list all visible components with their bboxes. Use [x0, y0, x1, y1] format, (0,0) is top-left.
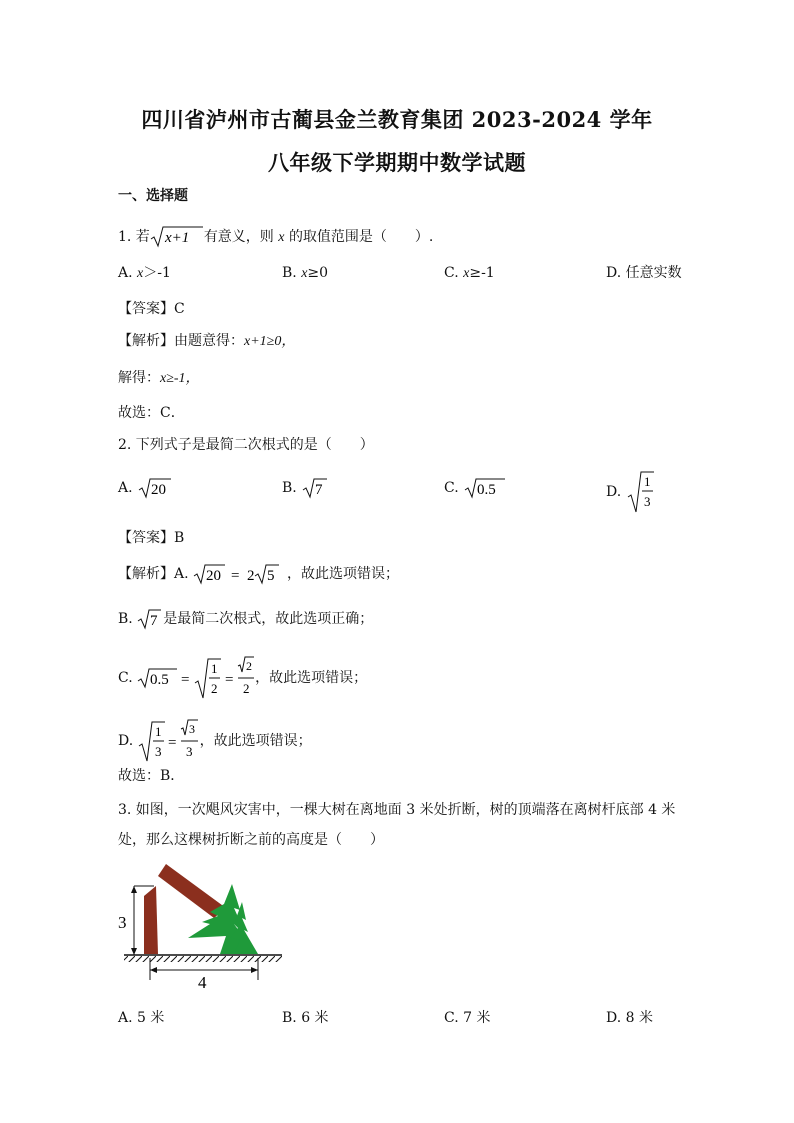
q2-analysis-c-prefix: C.: [118, 670, 138, 686]
q1-stem-prefix: 1. 若: [118, 229, 150, 245]
q2-analysis-b-text: 是最简二次根式，故此选项正确；: [163, 611, 374, 627]
q2-analysis-d-math: [138, 719, 200, 763]
q2-analysis-a: [118, 562, 399, 586]
q2-a-math-eq: =: [231, 568, 240, 584]
q2-b-math-7: 7: [150, 613, 158, 629]
q1-answer: 【答案】C: [118, 301, 185, 317]
q1-solve: [118, 368, 200, 389]
q2-analysis-a-math: [193, 562, 287, 586]
q2-option-d: [606, 470, 656, 514]
q2-analysis-c: [118, 656, 367, 700]
height-arrow-bottom: [131, 948, 137, 955]
q1-option-a-var: x: [137, 266, 144, 281]
q2-a-math-2: 2: [247, 568, 255, 584]
q3-option-a: A. 5 米: [118, 1010, 165, 1026]
q2-option-c-label: C.: [444, 480, 459, 496]
q2-option-d-sqrt: [626, 470, 656, 514]
q2-analysis-d-prefix: D.: [118, 733, 138, 749]
q2-analysis-a-prefix: A.: [174, 566, 194, 582]
q2-analysis-c-text: ，故此选项错误；: [255, 670, 368, 686]
q3-option-c: C. 7 米: [444, 1010, 491, 1026]
q2-option-d-label: D.: [606, 484, 622, 500]
height-label: 3: [118, 913, 127, 932]
q2-c-math-num1: 1: [211, 661, 218, 676]
page-title-line-1: 四川省泸州市古蔺县金兰教育集团 2023-2024 学年: [141, 107, 653, 132]
q2-analysis-c-math: [137, 656, 255, 700]
q2-option-a: [118, 476, 173, 500]
q2-choose: 故选：B．: [118, 768, 185, 784]
q2-c-math-eq2: =: [225, 672, 234, 688]
q1-choose: 故选：C．: [118, 405, 185, 421]
q2-analysis-d: [118, 719, 312, 763]
q1-option-a-text: ＞-1: [143, 265, 171, 281]
q1-variable: x: [278, 230, 285, 245]
q2-analysis-b-prefix: B.: [118, 611, 138, 627]
q3-option-b: B. 6 米: [282, 1010, 329, 1026]
q2-option-a-label: A.: [118, 480, 133, 496]
q2-option-b-sqrt: [301, 476, 329, 500]
base-label: 4: [198, 973, 207, 992]
q2-option-a-radicand: 20: [151, 482, 167, 498]
q1-analysis: [118, 331, 295, 352]
q1-option-c-label: C.: [444, 265, 464, 281]
q1-stem: [118, 225, 433, 249]
q2-option-c: [444, 476, 507, 500]
base-arrow-left: [150, 967, 157, 973]
q2-a-math-20: 20: [206, 568, 222, 584]
q1-stem-mid: 有意义，则: [203, 229, 274, 245]
height-arrow-top: [131, 886, 137, 893]
q2-d-math-eq: =: [167, 735, 177, 751]
q1-option-a-label: A.: [118, 265, 138, 281]
q1-option-b-text: ≥0: [307, 265, 329, 281]
q2-answer: 【答案】B: [118, 530, 185, 546]
q2-option-c-radicand: 0.5: [477, 482, 496, 498]
q1-solve-label: 解得：: [118, 370, 160, 386]
q2-d-math-den1: 3: [154, 744, 162, 759]
q2-analysis-a-text: ，故此选项错误；: [287, 566, 400, 582]
q2-option-d-numerator: 1: [643, 474, 651, 489]
q2-analysis-label: 【解析】: [118, 566, 174, 582]
q1-option-c-var: x: [463, 266, 470, 281]
q1-option-b: [282, 263, 328, 284]
q2-c-math-den2: 2: [243, 681, 250, 696]
q2-option-b: [282, 476, 329, 500]
q1-analysis-text: 由题意得：: [174, 333, 244, 349]
q1-option-b-var: x: [301, 266, 308, 281]
q3-tree-figure: [114, 858, 286, 992]
page-title-line-2: 八年级下学期期中数学试题: [268, 150, 526, 175]
q1-option-c: [444, 263, 495, 284]
section-heading: 一、选择题: [118, 188, 188, 204]
q1-sqrt-expression: [150, 225, 204, 249]
base-arrow-right: [251, 967, 258, 973]
q2-option-b-radicand: 7: [315, 482, 323, 498]
q2-a-math-5: 5: [267, 568, 275, 584]
q2-stem: 2. 下列式子是最简二次根式的是（ ）: [118, 437, 374, 453]
tree-trunk: [144, 886, 158, 954]
q2-d-math-num2: 3: [188, 722, 195, 736]
q2-analysis-b-math: [137, 607, 163, 631]
q2-c-math-eq1: =: [181, 672, 190, 688]
q1-solve-expr: x≥-1，: [160, 371, 200, 386]
q2-option-b-label: B.: [282, 480, 297, 496]
q3-stem-line-1: 3. 如图，一次飓风灾害中，一棵大树在离地面 3 米处折断，树的顶端落在离树杆底部 4 米: [118, 802, 676, 818]
q1-option-b-label: B.: [282, 265, 302, 281]
q1-radicand: x+1: [164, 230, 190, 246]
q1-analysis-expr: x+1≥0，: [244, 334, 296, 349]
q1-option-a: [118, 263, 171, 284]
q2-option-c-sqrt: [463, 476, 507, 500]
q1-analysis-label: 【解析】: [118, 333, 174, 349]
q2-analysis-b: [118, 607, 373, 631]
q3-option-d: D. 8 米: [606, 1010, 653, 1026]
q2-c-math-05: 0.5: [150, 672, 169, 688]
q2-option-d-denominator: 3: [643, 494, 651, 509]
q3-stem-line-2: 处，那么这棵树折断之前的高度是（ ）: [118, 832, 384, 848]
q2-d-math-den2: 3: [185, 744, 193, 759]
q2-c-math-den1: 2: [211, 681, 218, 696]
q1-option-c-text: ≥-1: [469, 265, 495, 281]
q2-c-math-num2: 2: [246, 659, 253, 673]
q1-option-d: D. 任意实数: [606, 265, 682, 281]
q2-option-a-sqrt: [137, 476, 173, 500]
q1-stem-suffix: 的取值范围是（ ）.: [288, 229, 434, 245]
q2-analysis-d-text: ，故此选项错误；: [199, 733, 312, 749]
q2-d-math-num1: 1: [154, 724, 162, 739]
